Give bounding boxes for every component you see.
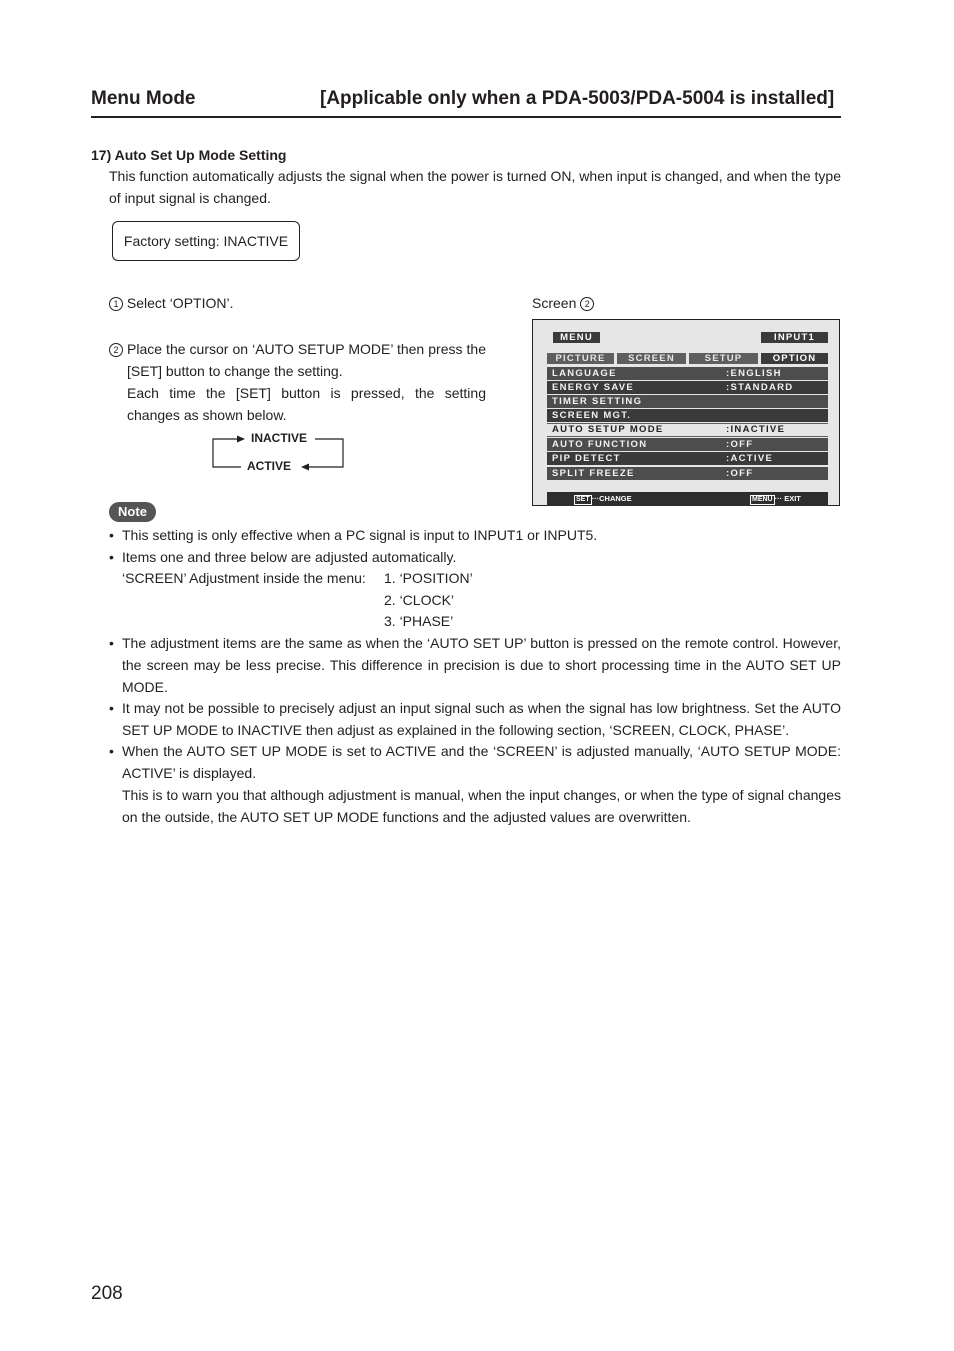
toggle-inactive-label: INACTIVE — [251, 431, 308, 445]
osd-row-label: AUTO SETUP MODE — [552, 424, 664, 435]
osd-row — [547, 381, 828, 394]
osd-row-value: :OFF — [726, 439, 754, 450]
adjust-item-phase: 3. ‘PHASE’ — [384, 613, 454, 629]
osd-row — [547, 395, 828, 408]
note-bullet-4 — [109, 697, 841, 741]
note-text: It may not be possible to precisely adjust an input signal such as when the signal has low brightness. Set the AUTO SET UP MODE to INACTIVE then adjust as explained in the following section, ‘SCREEN, CLOCK, PHASE’. — [122, 700, 841, 738]
osd-row — [547, 409, 828, 422]
bullet-dot: • — [109, 743, 114, 759]
note-badge: Note — [109, 502, 156, 522]
step-number: 1 — [109, 297, 123, 311]
osd-row-label: LANGUAGE — [552, 368, 617, 379]
osd-footer — [547, 492, 828, 506]
header-title: Menu Mode — [91, 88, 196, 109]
osd-row — [547, 438, 828, 451]
step-text-continued: Each time the [SET] button is pressed, the setting changes as shown below. — [127, 385, 486, 423]
osd-row-value: :OFF — [726, 468, 754, 479]
screen-adjust-label: ‘SCREEN’ Adjustment inside the menu: — [122, 570, 366, 586]
note-text: When the AUTO SET UP MODE is set to ACTIVE and the ‘SCREEN’ is adjusted manually, ‘AUTO SETUP MODE: ACTIVE’ is displayed. — [122, 743, 841, 781]
bullet-dot: • — [109, 549, 114, 565]
note-bullet-1 — [109, 524, 841, 546]
screen-number: 2 — [580, 297, 594, 311]
header-rule — [91, 116, 841, 118]
osd-row-label: TIMER SETTING — [552, 396, 643, 407]
step-text: Place the cursor on ‘AUTO SETUP MODE’ then press the [SET] button to change the setting. — [127, 341, 486, 379]
step-text: Select ‘OPTION’. — [126, 295, 234, 311]
osd-menu-text: ··· EXIT — [774, 494, 801, 503]
bullet-dot: • — [109, 527, 114, 543]
osd-row-label: PIP DETECT — [552, 453, 621, 464]
osd-tab-option: OPTION — [761, 353, 828, 364]
note-text: This setting is only effective when a PC signal is input to INPUT1 or INPUT5. — [122, 527, 598, 543]
page-number: 208 — [91, 1283, 123, 1304]
osd-screen — [532, 319, 840, 506]
note-bullet-2 — [109, 546, 841, 568]
osd-row-label: SCREEN MGT. — [552, 410, 632, 421]
note-bullet-3 — [109, 632, 841, 698]
osd-tab-screen: SCREEN — [617, 353, 686, 364]
osd-set-text: ···CHANGE — [591, 494, 632, 503]
step-number: 2 — [109, 343, 123, 357]
note-text: Items one and three below are adjusted automatically. — [122, 549, 457, 565]
header-subtitle: [Applicable only when a PDA-5003/PDA-5004 is installed] — [320, 88, 835, 109]
note-text-continued: This is to warn you that although adjustment is manual, when the input changes, or when the type of signal changes on the outside, the AUTO SET UP MODE functions and the adjusted values are overwritten. — [122, 787, 841, 825]
osd-row-selected — [547, 423, 828, 437]
note-bullet-5 — [109, 740, 841, 828]
osd-set-key: SET — [576, 496, 590, 503]
note-text: The adjustment items are the same as when the ‘AUTO SET UP’ button is pressed on the remote control. However, the screen may be less precise. This difference in precision is due to short processing time in the AUTO SET UP MODE. — [122, 635, 841, 695]
osd-row-value: :ACTIVE — [726, 453, 774, 464]
osd-tab-setup: SETUP — [689, 353, 758, 364]
osd-row-label: ENERGY SAVE — [552, 382, 635, 393]
bullet-dot: • — [109, 635, 114, 651]
step-1 — [109, 295, 233, 311]
osd-row — [547, 367, 828, 380]
osd-menu-key: MENU — [752, 496, 773, 503]
factory-setting-box — [112, 221, 300, 261]
bullet-dot: • — [109, 700, 114, 716]
section-title: 17) Auto Set Up Mode Setting — [91, 147, 287, 163]
osd-row — [547, 467, 828, 480]
step-2 — [109, 338, 486, 426]
osd-row-label: AUTO FUNCTION — [552, 439, 648, 450]
osd-menu-label: MENU — [553, 332, 600, 343]
osd-row — [547, 452, 828, 465]
osd-row-label: SPLIT FREEZE — [552, 468, 635, 479]
intro-paragraph: This function automatically adjusts the signal when the power is turned ON, when input is changed, and when the type of input signal is changed. — [109, 168, 841, 206]
osd-input-label: INPUT1 — [761, 332, 828, 343]
screen-label-text: Screen — [532, 295, 577, 311]
toggle-active-label: ACTIVE — [247, 459, 292, 473]
screen-label — [532, 295, 594, 311]
osd-row-value: :INACTIVE — [726, 424, 786, 435]
osd-row-value: :ENGLISH — [726, 368, 782, 379]
osd-tab-picture: PICTURE — [547, 353, 614, 364]
adjust-item-clock: 2. ‘CLOCK’ — [384, 592, 455, 608]
adjust-item-position: 1. ‘POSITION’ — [384, 570, 473, 586]
osd-row-value: :STANDARD — [726, 382, 794, 393]
factory-setting-text: Factory setting: INACTIVE — [123, 233, 289, 249]
